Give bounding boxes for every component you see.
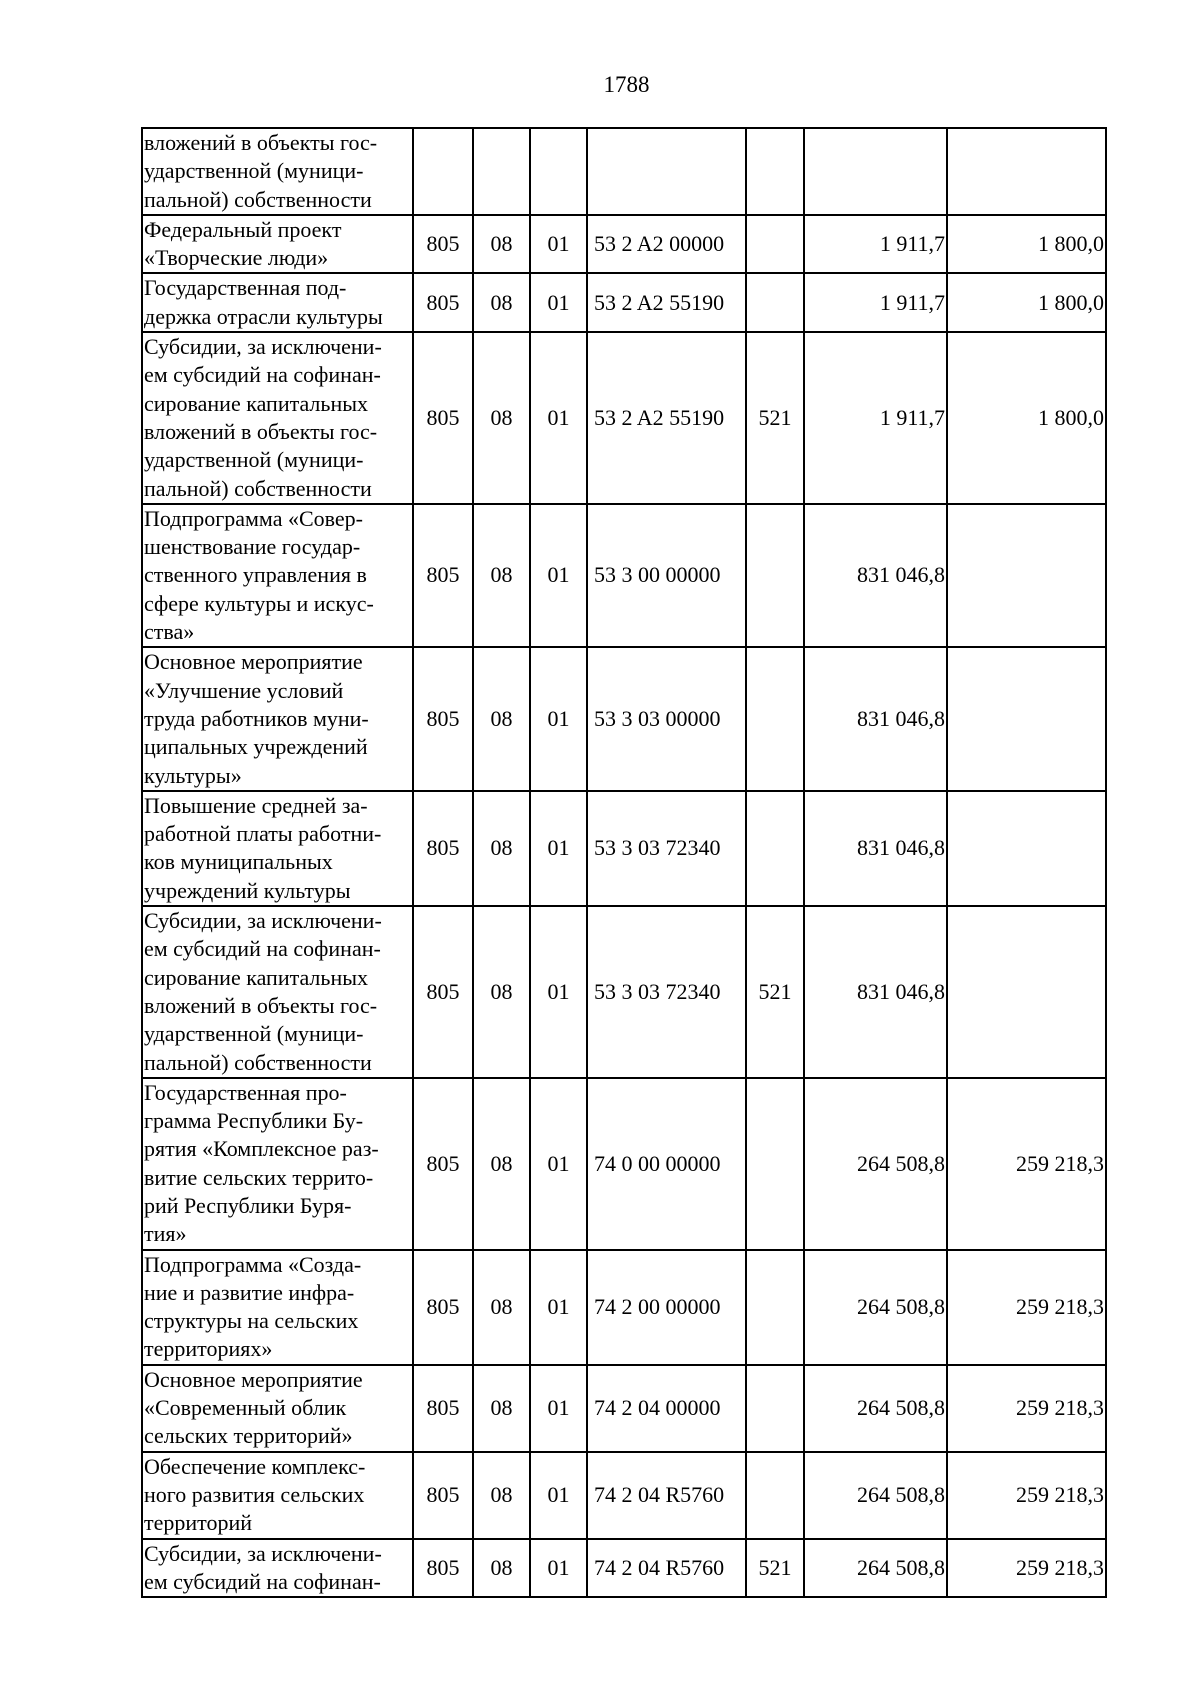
subsection-code-cell: 01 <box>530 1539 587 1598</box>
item-name-text: Государственная про- грамма Республики Бу- рятия «Комплексное раз- витие сельских террито- рий Республики Буря- тия» <box>144 1079 379 1247</box>
target-article-code-cell <box>587 128 746 215</box>
amount-year1-cell: 831 046,8 <box>804 504 947 647</box>
expense-type-code-cell <box>746 647 804 790</box>
item-name-text: Субсидии, за исключени- ем субсидий на софинан- <box>144 1540 382 1594</box>
amount-year2-cell <box>947 906 1106 1078</box>
ved-code-cell: 805 <box>413 791 473 906</box>
item-name-cell <box>142 128 413 215</box>
amount-year1-cell: 264 508,8 <box>804 1078 947 1250</box>
amount-year1-cell: 831 046,8 <box>804 791 947 906</box>
amount-year1-cell: 831 046,8 <box>804 906 947 1078</box>
expense-type-code-cell <box>746 791 804 906</box>
ved-code-cell: 805 <box>413 906 473 1078</box>
expense-type-code-cell <box>746 1250 804 1365</box>
target-article-code-cell: 74 2 04 R5760 <box>587 1539 746 1598</box>
item-name-cell <box>142 504 413 647</box>
ved-code-cell: 805 <box>413 1539 473 1598</box>
ved-code-cell: 805 <box>413 215 473 274</box>
expense-type-code-cell <box>746 1078 804 1250</box>
item-name-cell <box>142 1539 413 1598</box>
item-name-cell <box>142 1078 413 1250</box>
item-name-cell <box>142 791 413 906</box>
ved-code-cell <box>413 128 473 215</box>
amount-year2-cell: 259 218,3 <box>947 1539 1106 1598</box>
subsection-code-cell: 01 <box>530 1250 587 1365</box>
ved-code-cell: 805 <box>413 273 473 332</box>
target-article-code-cell: 74 2 00 00000 <box>587 1250 746 1365</box>
item-name-text: Подпрограмма «Совер- шенствование государ- ственного управления в сфере культуры и искус- ства» <box>144 505 374 645</box>
table-row <box>142 1250 1106 1365</box>
subsection-code-cell: 01 <box>530 791 587 906</box>
target-article-code-cell: 74 0 00 00000 <box>587 1078 746 1250</box>
table-row <box>142 1365 1106 1452</box>
section-code-cell: 08 <box>473 647 530 790</box>
amount-year1-cell <box>804 128 947 215</box>
item-name-text: вложений в объекты гос- ударственной (муници- пальной) собственности <box>144 130 378 212</box>
item-name-cell <box>142 332 413 504</box>
amount-year2-cell <box>947 128 1106 215</box>
expense-type-code-cell <box>746 273 804 332</box>
budget-table <box>141 127 1107 1598</box>
item-name-cell <box>142 1365 413 1452</box>
expense-type-code-cell <box>746 128 804 215</box>
ved-code-cell: 805 <box>413 647 473 790</box>
amount-year1-cell: 1 911,7 <box>804 332 947 504</box>
amount-year1-cell: 264 508,8 <box>804 1365 947 1452</box>
amount-year1-cell: 264 508,8 <box>804 1250 947 1365</box>
amount-year2-cell: 1 800,0 <box>947 273 1106 332</box>
amount-year2-cell <box>947 504 1106 647</box>
amount-year2-cell: 1 800,0 <box>947 332 1106 504</box>
section-code-cell <box>473 128 530 215</box>
ved-code-cell: 805 <box>413 1078 473 1250</box>
table-row <box>142 128 1106 215</box>
expense-type-code-cell <box>746 215 804 274</box>
section-code-cell: 08 <box>473 332 530 504</box>
item-name-text: Подпрограмма «Созда- ние и развитие инфра- структуры на сельских территориях» <box>144 1251 362 1362</box>
page-number: 1788 <box>603 72 650 97</box>
expense-type-code-cell: 521 <box>746 1539 804 1598</box>
ved-code-cell: 805 <box>413 504 473 647</box>
ved-code-cell: 805 <box>413 1365 473 1452</box>
subsection-code-cell: 01 <box>530 1365 587 1452</box>
ved-code-cell: 805 <box>413 332 473 504</box>
item-name-cell <box>142 215 413 274</box>
target-article-code-cell: 53 2 A2 55190 <box>587 332 746 504</box>
item-name-text: Федеральный проект «Творческие люди» <box>144 216 342 271</box>
amount-year2-cell: 259 218,3 <box>947 1365 1106 1452</box>
item-name-text: Обеспечение комплекс- ного развития сельских территорий <box>144 1453 366 1536</box>
table-row <box>142 791 1106 906</box>
section-code-cell: 08 <box>473 273 530 332</box>
target-article-code-cell: 74 2 04 00000 <box>587 1365 746 1452</box>
section-code-cell: 08 <box>473 504 530 647</box>
subsection-code-cell: 01 <box>530 215 587 274</box>
subsection-code-cell: 01 <box>530 1078 587 1250</box>
table-row <box>142 647 1106 790</box>
amount-year1-cell: 1 911,7 <box>804 273 947 332</box>
section-code-cell: 08 <box>473 215 530 274</box>
section-code-cell: 08 <box>473 1365 530 1452</box>
target-article-code-cell: 53 3 03 72340 <box>587 791 746 906</box>
target-article-code-cell: 53 3 03 00000 <box>587 647 746 790</box>
ved-code-cell: 805 <box>413 1250 473 1365</box>
expense-type-code-cell: 521 <box>746 906 804 1078</box>
amount-year1-cell: 264 508,8 <box>804 1539 947 1598</box>
item-name-cell <box>142 1250 413 1365</box>
item-name-cell <box>142 273 413 332</box>
table-body <box>142 128 1106 1597</box>
section-code-cell: 08 <box>473 791 530 906</box>
target-article-code-cell: 53 2 A2 55190 <box>587 273 746 332</box>
table-row <box>142 332 1106 504</box>
table-row <box>142 906 1106 1078</box>
table-row <box>142 504 1106 647</box>
item-name-cell <box>142 1452 413 1539</box>
item-name-text: Государственная под- держка отрасли культуры <box>144 275 383 329</box>
table-row <box>142 1078 1106 1250</box>
amount-year1-cell: 831 046,8 <box>804 647 947 790</box>
subsection-code-cell: 01 <box>530 273 587 332</box>
target-article-code-cell: 53 3 00 00000 <box>587 504 746 647</box>
table-row <box>142 215 1106 274</box>
item-name-cell <box>142 647 413 790</box>
table-row <box>142 1452 1106 1539</box>
section-code-cell: 08 <box>473 1539 530 1598</box>
subsection-code-cell: 01 <box>530 504 587 647</box>
section-code-cell: 08 <box>473 1452 530 1539</box>
expense-type-code-cell: 521 <box>746 332 804 504</box>
target-article-code-cell: 53 3 03 72340 <box>587 906 746 1078</box>
section-code-cell: 08 <box>473 1078 530 1250</box>
amount-year2-cell: 259 218,3 <box>947 1250 1106 1365</box>
subsection-code-cell: 01 <box>530 906 587 1078</box>
item-name-text: Субсидии, за исключени- ем субсидий на софинан- сирование капитальных вложений в объекты гос- ударственной (муници- пальной) собственности <box>144 334 382 501</box>
amount-year2-cell <box>947 791 1106 906</box>
amount-year1-cell: 1 911,7 <box>804 215 947 274</box>
item-name-cell <box>142 906 413 1078</box>
target-article-code-cell: 53 2 A2 00000 <box>587 215 746 274</box>
section-code-cell: 08 <box>473 1250 530 1365</box>
subsection-code-cell: 01 <box>530 647 587 790</box>
subsection-code-cell: 01 <box>530 332 587 504</box>
section-code-cell: 08 <box>473 906 530 1078</box>
subsection-code-cell <box>530 128 587 215</box>
amount-year2-cell: 259 218,3 <box>947 1452 1106 1539</box>
item-name-text: Основное мероприятие «Современный облик сельских территорий» <box>144 1366 363 1449</box>
table-row <box>142 273 1106 332</box>
expense-type-code-cell <box>746 1365 804 1452</box>
amount-year2-cell: 1 800,0 <box>947 215 1106 274</box>
expense-type-code-cell <box>746 504 804 647</box>
ved-code-cell: 805 <box>413 1452 473 1539</box>
amount-year2-cell: 259 218,3 <box>947 1078 1106 1250</box>
item-name-text: Субсидии, за исключени- ем субсидий на софинан- сирование капитальных вложений в объекты гос- ударственной (муници- пальной) собственности <box>144 908 382 1075</box>
item-name-text: Основное мероприятие «Улучшение условий труда работников муни- ципальных учреждений культуры» <box>144 649 369 788</box>
amount-year2-cell <box>947 647 1106 790</box>
table-row <box>142 1539 1106 1598</box>
subsection-code-cell: 01 <box>530 1452 587 1539</box>
target-article-code-cell: 74 2 04 R5760 <box>587 1452 746 1539</box>
amount-year1-cell: 264 508,8 <box>804 1452 947 1539</box>
item-name-text: Повышение средней за- работной платы работни- ков муниципальных учреждений культуры <box>144 792 382 903</box>
expense-type-code-cell <box>746 1452 804 1539</box>
